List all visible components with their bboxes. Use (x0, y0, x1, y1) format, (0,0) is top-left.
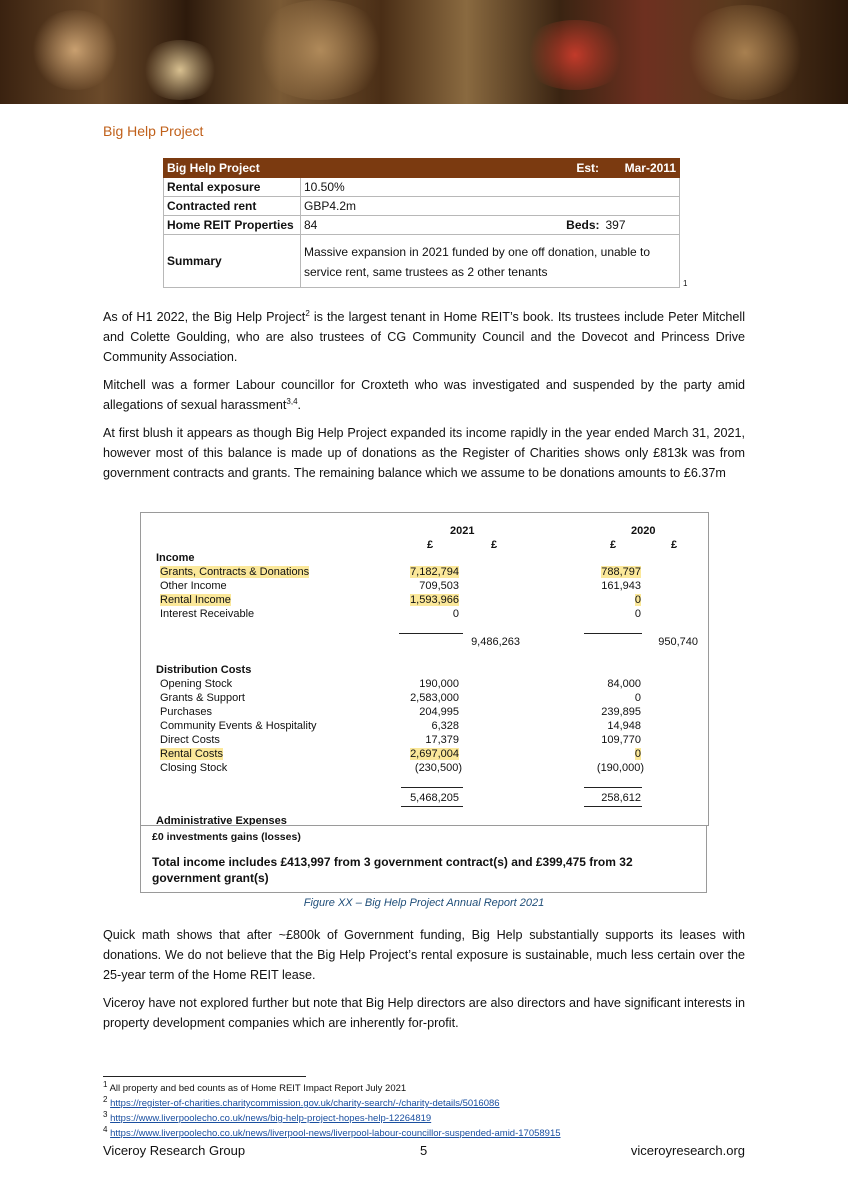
distribution-total-2020: 258,612 (601, 792, 641, 804)
value-2020: 161,943 (601, 580, 641, 592)
year-2020: 2020 (631, 525, 656, 537)
paragraph-4: Quick math shows that after ~£800k of Government funding, Big Help substantially supports its leases with donations. We do not believe that the Big Help Project’s rental exposure is sustainable, much less certain over the 25-year term of the Home REIT lease. (103, 928, 745, 982)
currency-symbol: £ (610, 539, 617, 551)
header-banner-image (0, 0, 848, 104)
value-2020: 0 (634, 692, 641, 704)
financial-statement-image (140, 512, 709, 826)
total-underline (401, 806, 463, 807)
value-2020: 788,797 (601, 566, 641, 578)
table-row (164, 216, 680, 235)
beds-value: 397 (603, 216, 680, 235)
table-row (141, 580, 708, 594)
cut-off-heading: Administrative Expenses (156, 815, 287, 826)
row-label: Summary (164, 235, 301, 288)
value-2020: 0 (634, 748, 641, 760)
distribution-heading: Distribution Costs (156, 664, 252, 676)
row-label: Direct Costs (160, 734, 220, 746)
page-number: 5 (420, 1143, 428, 1158)
footnote-3: $^3$ https://www.liverpoolecho.co.uk/news/big-help-project-hopes-help-12264819 (103, 1109, 432, 1124)
footer-website: viceroyresearch.org (630, 1143, 745, 1158)
footnote-link[interactable]: https://www.liverpoolecho.co.uk/news/big-help-project-hopes-help-12264819 (110, 1113, 432, 1124)
footnote-reference[interactable]: 3,4 (286, 396, 298, 406)
total-underline (584, 806, 642, 807)
paragraph-5: Viceroy have not explored further but note that Big Help directors are also directors and have significant interests in property development companies which are inherently for-profit. (103, 996, 745, 1030)
row-label: Closing Stock (160, 762, 228, 774)
value-2020: 239,895 (601, 706, 641, 718)
value-2020: 0 (634, 594, 641, 606)
value-2021: (230,500) (414, 762, 462, 774)
value-2021: 204,995 (419, 706, 459, 718)
income-heading: Income (156, 552, 195, 564)
row-label: Grants & Support (160, 692, 245, 704)
summary-table (163, 158, 680, 288)
row-value: GBP4.2m (301, 197, 680, 216)
tenant-name: Big Help Project (164, 159, 526, 178)
income-total-2021: 9,486,263 (471, 636, 520, 648)
table-row (141, 762, 708, 776)
row-label: Interest Receivable (160, 608, 255, 620)
table-row (141, 706, 708, 720)
paragraph-2: Mitchell was a former Labour councillor for Croxteth who was investigated and suspended by the party amid allegations of sexual harassment$^{3,4}$. (103, 378, 745, 412)
value-2021: 2,697,004 (410, 748, 459, 760)
footer-org-name: Viceroy Research Group (103, 1143, 246, 1158)
table-row (164, 178, 680, 197)
row-label: Purchases (160, 706, 212, 718)
summary-table-header (164, 159, 680, 178)
distribution-total-2021: 5,468,205 (410, 792, 459, 804)
investment-gains-text: £0 investments gains (losses) (152, 831, 301, 843)
subtotal-rule (399, 633, 463, 634)
government-income-text: Total income includes £413,997 from 3 government contract(s) and £399,475 from 32 government grant(s) (152, 855, 633, 885)
value-2021: 7,182,794 (410, 566, 459, 578)
table-row (164, 235, 680, 288)
paragraph-3: At first blush it appears as though Big Help Project expanded its income rapidly in the year ended March 31, 2021, however most of this balance is made up of donations as the Register of Charities shows only £813k was from government contracts and grants. The remaining balance which we assume to be donations amounts to £6.37m (103, 426, 745, 480)
table-row (141, 734, 708, 748)
table-row (141, 692, 708, 706)
footnote-1: $^1$ All property and bed counts as of Home REIT Impact Report July 2021 (103, 1079, 407, 1094)
table-row (164, 197, 680, 216)
currency-symbol: £ (427, 539, 434, 551)
footnote-reference[interactable]: 2 (305, 308, 310, 318)
row-label: Opening Stock (160, 678, 233, 690)
row-label: Community Events & Hospitality (160, 720, 317, 732)
government-funding-box (140, 825, 707, 893)
figure-caption: Figure XX – Big Help Project Annual Report 2021 (303, 897, 545, 909)
currency-symbol: £ (671, 539, 678, 551)
table-row (141, 678, 708, 692)
table-row (141, 720, 708, 734)
footnote-link[interactable]: https://www.liverpoolecho.co.uk/news/liverpool-news/liverpool-labour-councillor-suspended-amid-17058915 (110, 1128, 561, 1139)
footnote-4: $^4$ https://www.liverpoolecho.co.uk/news/liverpool-news/liverpool-labour-councillor-suspended-amid-17058915 (103, 1124, 561, 1139)
year-2021: 2021 (450, 525, 475, 537)
summary-text: Massive expansion in 2021 funded by one off donation, unable to service rent, same trustees as 2 other tenants (301, 235, 680, 288)
value-2021: 6,328 (431, 720, 459, 732)
value-2021: 2,583,000 (410, 692, 459, 704)
paragraph-1: As of H1 2022, the Big Help Project$^2$ is the largest tenant in Home REIT’s book. Its trustees include Peter Mitchell and Colette Goulding, who are also trustees of CG Community Council and the Dovecot and Princess Drive Community Association. (103, 308, 745, 364)
currency-symbol: £ (491, 539, 498, 551)
row-value: 84 (301, 216, 526, 235)
section-title: Big Help Project (103, 123, 204, 139)
row-label: Rental Costs (160, 748, 223, 760)
table-row (141, 608, 708, 622)
footnote-2: $^2$ https://register-of-charities.charitycommission.gov.uk/charity-search/-/charity-details/5016086 (103, 1094, 500, 1109)
value-2020: (190,000) (596, 762, 644, 774)
value-2021: 1,593,966 (410, 594, 459, 606)
value-2021: 0 (452, 608, 459, 620)
est-value: Mar-2011 (603, 159, 680, 178)
value-2020: 109,770 (601, 734, 641, 746)
income-total-2020: 950,740 (658, 636, 698, 648)
value-2021: 709,503 (419, 580, 459, 592)
table-row (141, 748, 708, 762)
row-label: Grants, Contracts & Donations (160, 566, 310, 578)
value-2020: 84,000 (607, 678, 641, 690)
table-row (141, 594, 708, 608)
beds-label: Beds: (526, 216, 603, 235)
row-label: Home REIT Properties (164, 216, 301, 235)
row-label: Other Income (160, 580, 227, 592)
row-label: Rental exposure (164, 178, 301, 197)
value-2020: 0 (634, 608, 641, 620)
row-label: Contracted rent (164, 197, 301, 216)
value-2021: 17,379 (425, 734, 459, 746)
footnote-reference: 1 (683, 279, 688, 288)
subtotal-rule (584, 633, 642, 634)
subtotal-rule (401, 787, 463, 788)
footnote-divider (103, 1076, 306, 1077)
value-2021: 190,000 (419, 678, 459, 690)
value-2020: 14,948 (607, 720, 641, 732)
est-label: Est: (526, 159, 603, 178)
table-row (141, 566, 708, 580)
subtotal-rule (584, 787, 642, 788)
row-value: 10.50% (301, 178, 680, 197)
footnote-link[interactable]: https://register-of-charities.charitycommission.gov.uk/charity-search/-/charity-details/5016086 (110, 1098, 500, 1109)
row-label: Rental Income (160, 594, 231, 606)
